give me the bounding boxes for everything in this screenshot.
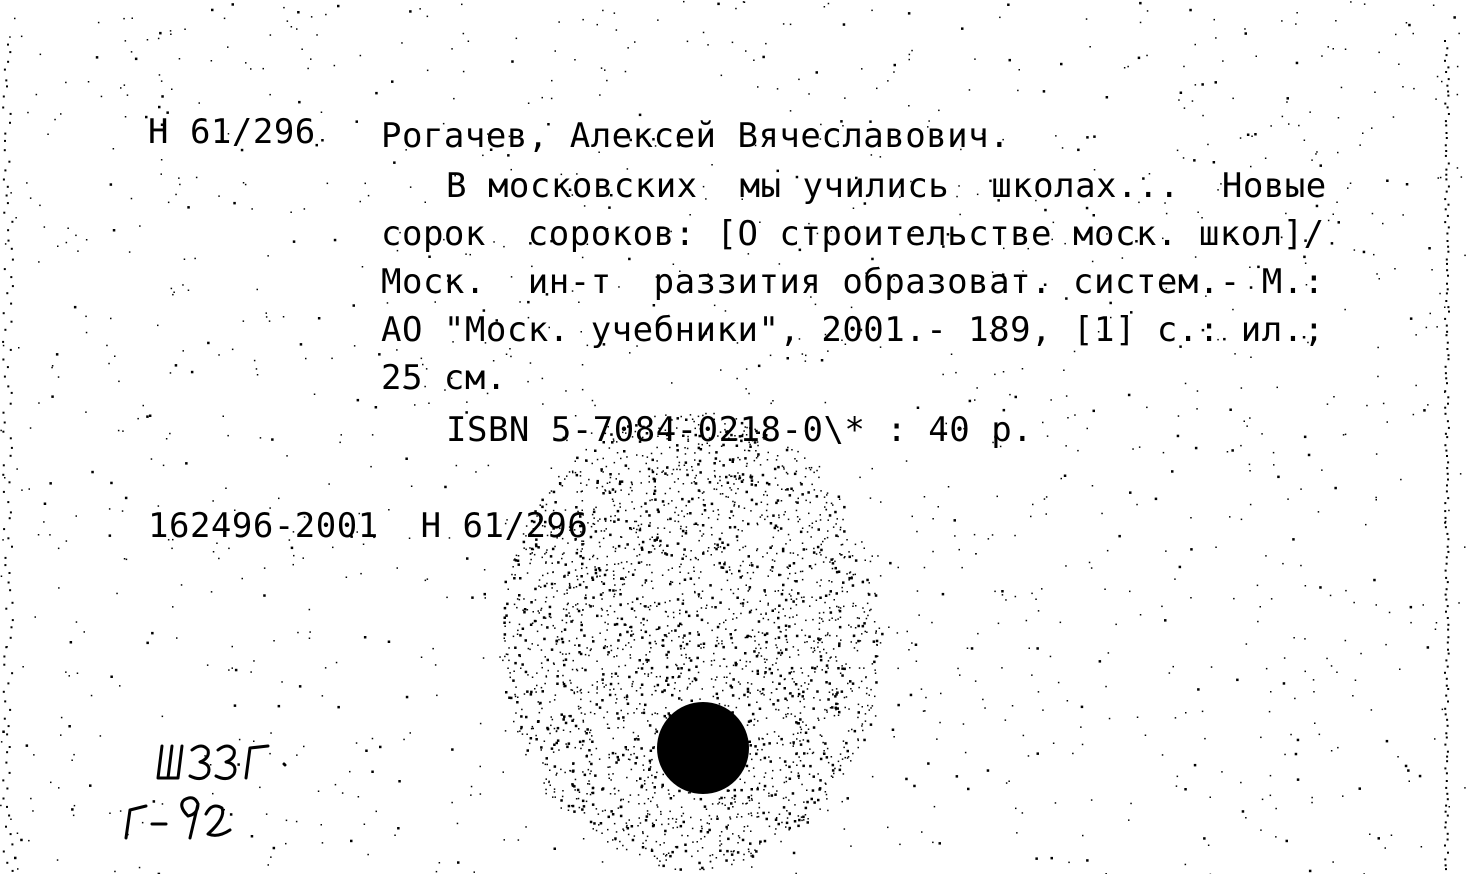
title-line: 25 см. xyxy=(381,358,507,398)
title-line: В московских мы учились школах... Новые xyxy=(446,166,1327,206)
handwritten-shelf-mark xyxy=(118,730,318,860)
title-line: Моск. ин-т раззития образоват. систем.- М.: xyxy=(381,262,1325,302)
call-number-top: Н 61/296 xyxy=(148,112,316,152)
hole-punch-icon xyxy=(657,702,749,794)
isbn-line: ISBN 5-7084-0218-0\* : 40 р. xyxy=(446,410,1034,450)
title-line: сорок сороков: [О строительстве моск. школ]/ xyxy=(381,214,1325,254)
accession-number: 162496-2001 Н 61/296 xyxy=(148,506,589,546)
title-line: АО "Моск. учебники", 2001.- 189, [1] с.: ил.; xyxy=(381,310,1325,350)
author-heading: Рогачев, Алексей Вячеславович. xyxy=(381,116,1011,156)
